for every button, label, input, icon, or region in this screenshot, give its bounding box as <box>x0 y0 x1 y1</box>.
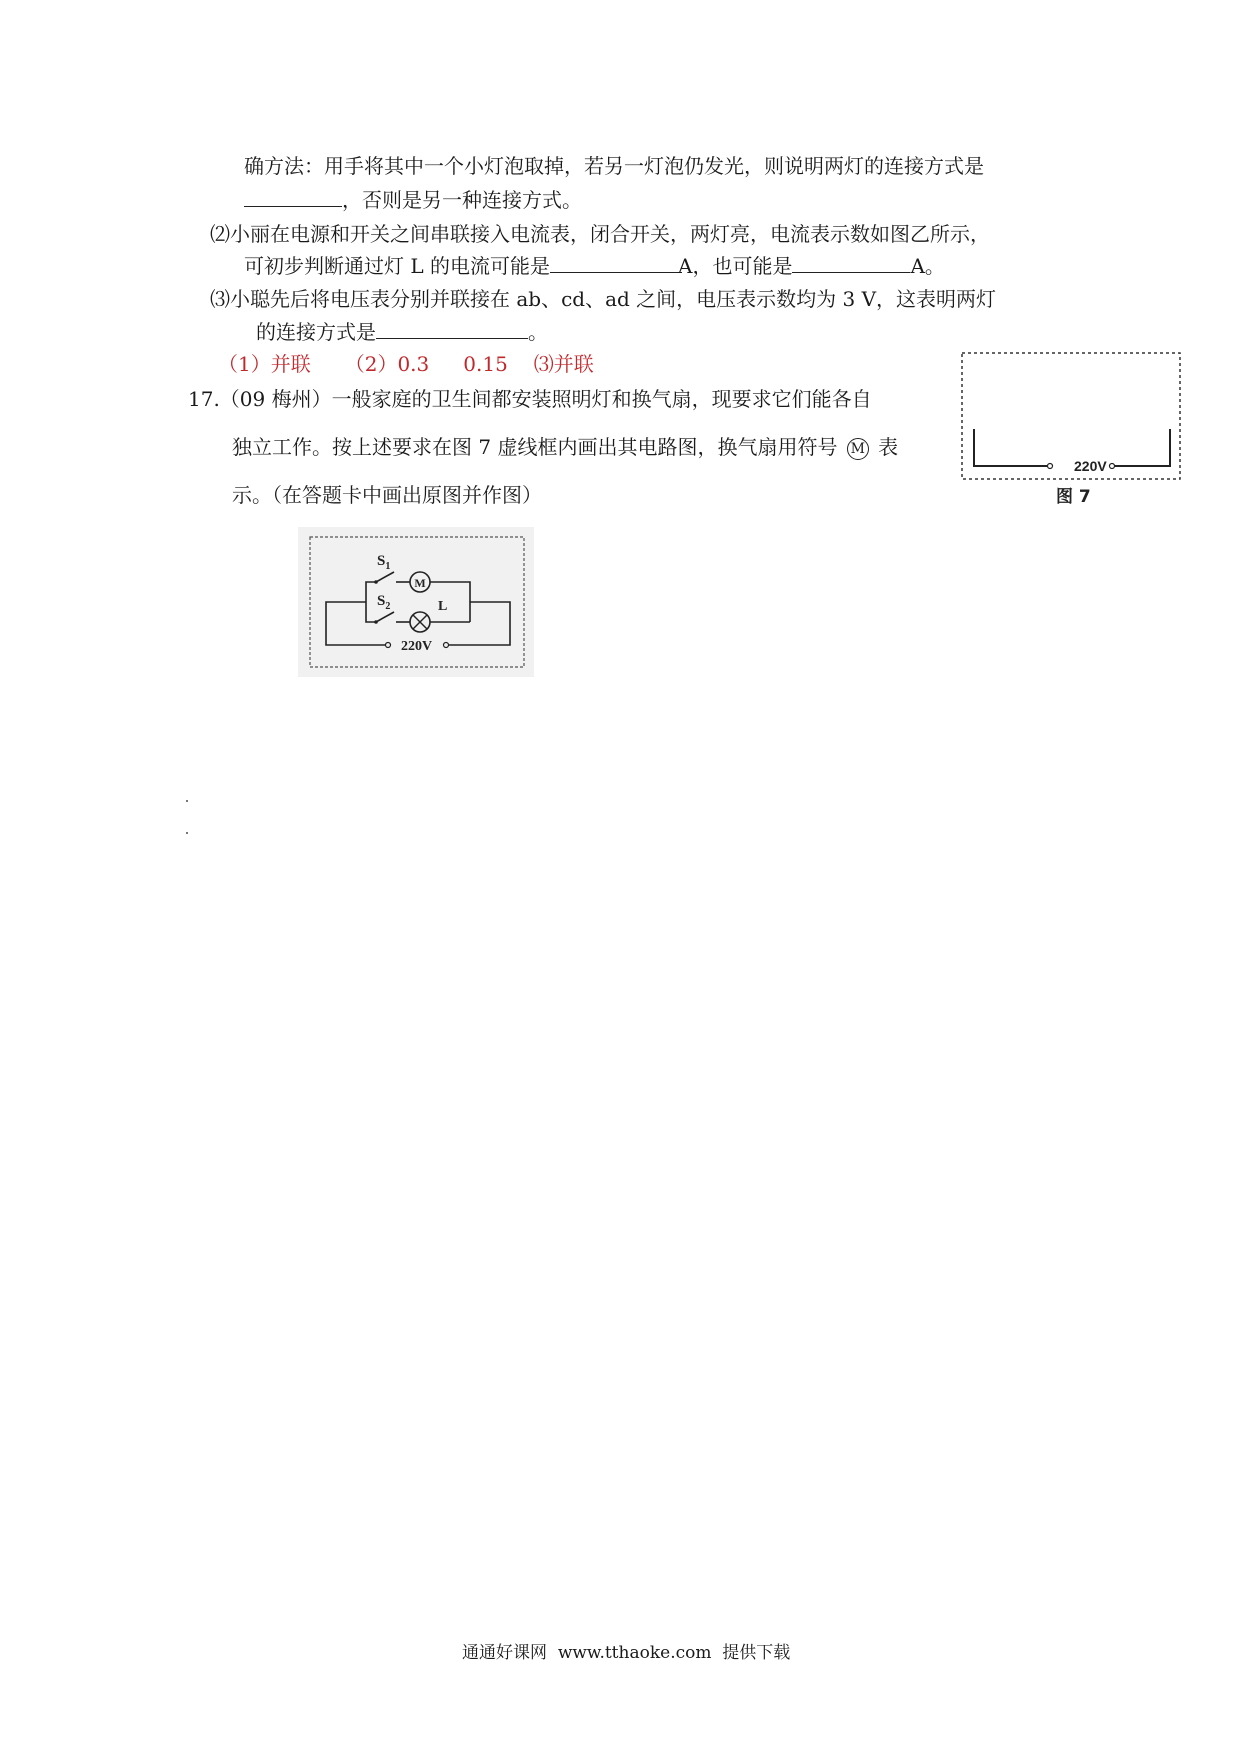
answer-blank[interactable] <box>792 252 910 273</box>
s1-label: $S_1$ <box>377 553 391 572</box>
voltage-label: 220V <box>401 639 433 654</box>
q16-part3-line1: ⑶小聪先后将电压表分别并联接在 ab、cd、ad 之间，电压表示数均为 3 V，这表明两灯 <box>210 287 997 311</box>
answer-blank[interactable] <box>376 318 528 339</box>
motor-label: M <box>414 576 426 590</box>
q17-line3: 示。（在答题卡中画出原图并作图） <box>232 483 542 507</box>
q16-answers: （1）并联 （2）0.3 0.15 ⑶并联 <box>218 352 594 376</box>
dashed-frame <box>962 353 1180 479</box>
voltage-label: 220V <box>1074 458 1107 474</box>
terminal <box>1048 464 1053 469</box>
q16-line1: 确方法：用手将其中一个小灯泡取掉，若另一灯泡仍发光，则说明两灯的连接方式是 <box>244 154 984 178</box>
figure-caption: 图 7 <box>1056 487 1091 507</box>
q17-line1: 17.（09 梅州）一般家庭的卫生间都安装照明灯和换气扇，现要求它们能各自 <box>188 387 872 411</box>
q16-part3-line2: 的连接方式是 。 <box>256 320 548 344</box>
motor-symbol: M <box>847 438 869 460</box>
answer-circuit-figure <box>298 527 534 677</box>
q16-line2: ，否则是另一种连接方式。 <box>244 186 582 214</box>
switch-pivot <box>374 620 378 624</box>
s2-label: $S_2$ <box>377 593 391 612</box>
footer-url[interactable]: www.tthaoke.com <box>557 1643 712 1663</box>
terminal <box>1110 464 1115 469</box>
wire <box>974 429 1048 466</box>
answer-blank[interactable] <box>550 252 678 273</box>
lamp-label: L <box>438 599 448 614</box>
wire <box>1114 429 1170 466</box>
q17-line2: 独立工作。按上述要求在图 7 虚线框内画出其电路图，换气扇用符号 M 表 <box>232 435 899 459</box>
answer-blank[interactable] <box>244 186 342 207</box>
q16-part2-line1: ⑵小丽在电源和开关之间串联接入电流表，闭合开关，两灯亮，电流表示数如图乙所示， <box>210 222 990 246</box>
footer: 通通好课网 www.tthaoke.com 提供下载 <box>462 1643 791 1663</box>
figure-7 <box>948 345 1188 520</box>
q16-part2-line2: 可初步判断通过灯 L 的电流可能是 A，也可能是 A。 <box>244 254 945 278</box>
switch-pivot <box>374 580 378 584</box>
margin-dot <box>186 832 188 834</box>
margin-dot <box>186 800 188 802</box>
